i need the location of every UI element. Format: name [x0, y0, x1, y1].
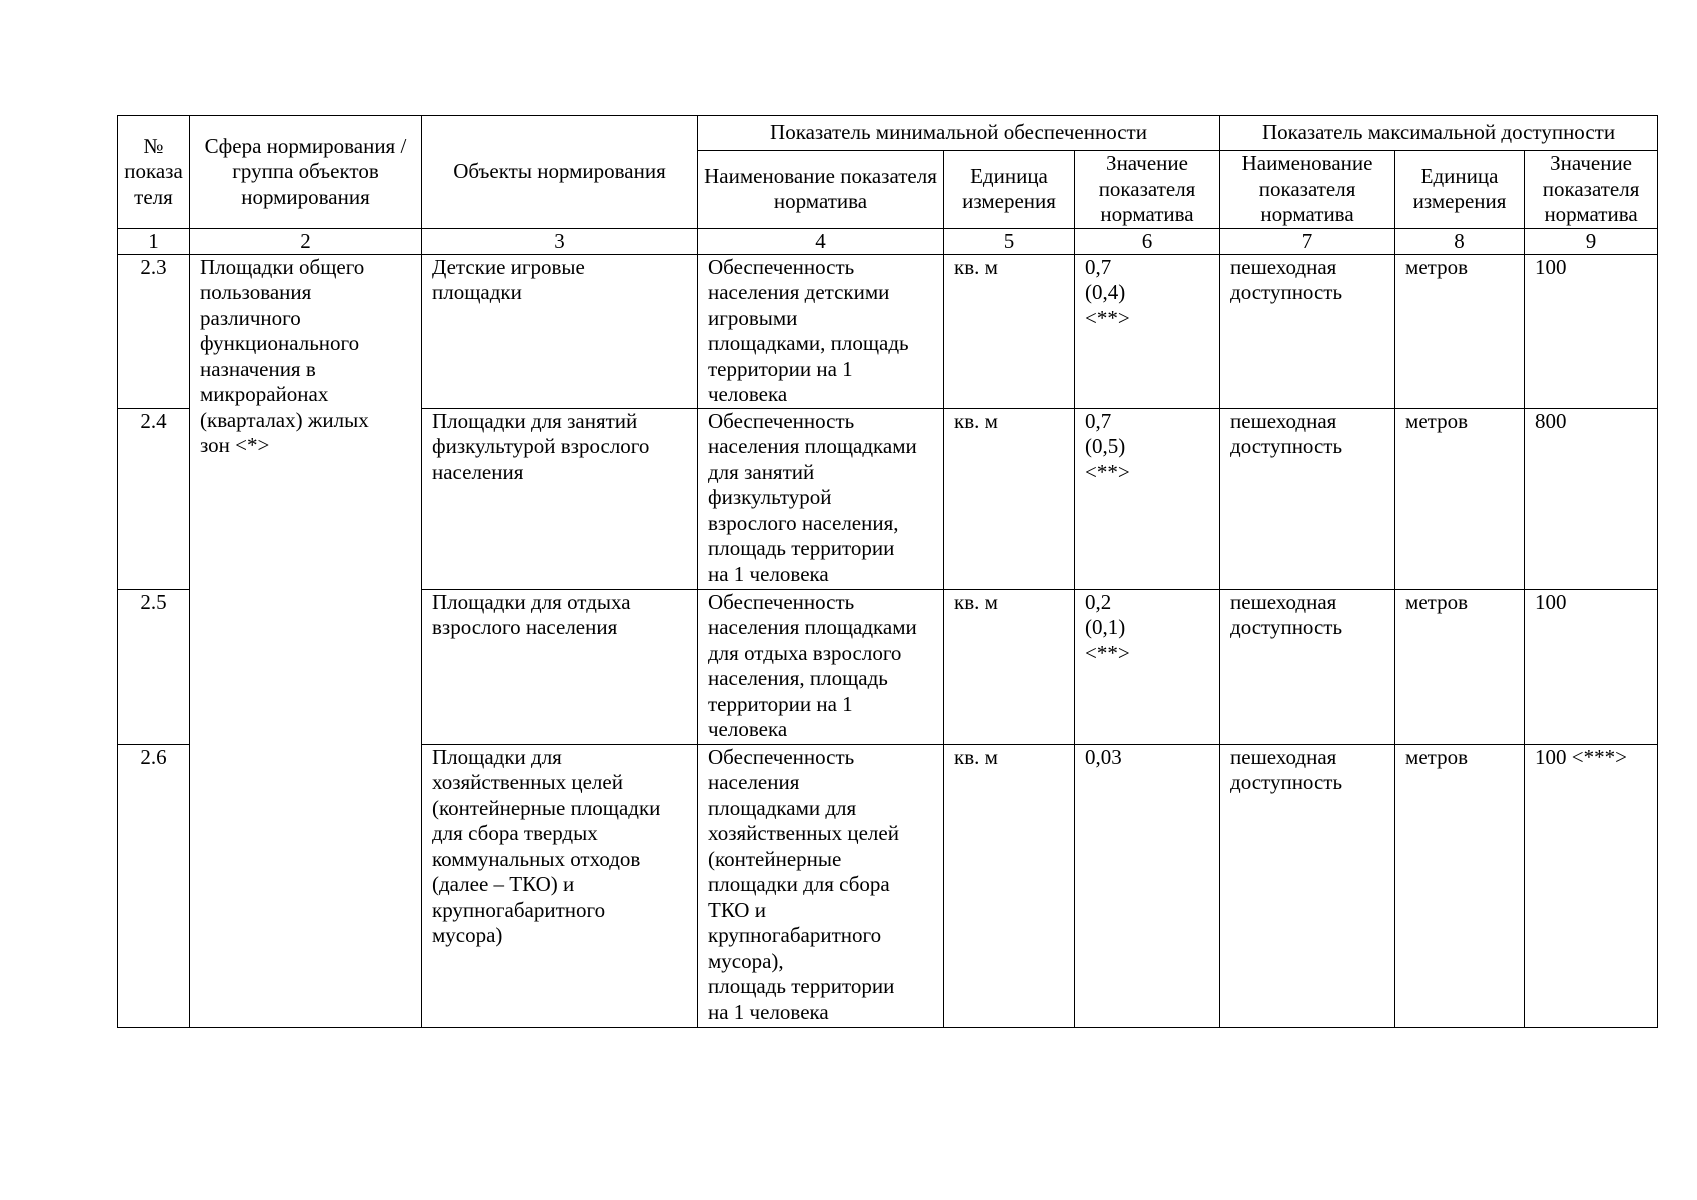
max-name-text: пешеходная доступность [1230, 408, 1343, 458]
object-cell [422, 744, 698, 1027]
min-unit-cell: кв. м [944, 254, 1075, 408]
max-unit-cell: метров [1395, 254, 1525, 408]
object-cell [422, 408, 698, 589]
max-value-cell: 100 <***> [1525, 744, 1658, 1027]
header-min-unit-label: Единица измерения [962, 163, 1056, 214]
max-value-cell: 100 [1525, 254, 1658, 408]
object-cell [422, 589, 698, 744]
min-name-cell [698, 589, 944, 744]
object-text: Площадки для хозяйственных целей (контейнерные площадки для сбора твердых коммунальных отходов (далее – ТКО) и крупногабаритного мусора) [432, 744, 661, 947]
object-cell [422, 254, 698, 408]
header-min-value-label: Значение показателя норматива [1098, 151, 1196, 226]
header-sphere [190, 116, 422, 229]
norms-table [117, 115, 1658, 1028]
column-number: 7 [1220, 228, 1395, 254]
max-name-text: пешеходная доступность [1230, 589, 1343, 639]
header-min-unit [944, 151, 1075, 229]
max-value-cell: 100 [1525, 589, 1658, 744]
header-num [118, 116, 190, 229]
min-value-cell [1075, 589, 1220, 744]
column-number: 2 [190, 228, 422, 254]
sphere-cell [190, 254, 422, 1027]
column-number: 1 [118, 228, 190, 254]
max-name-cell [1220, 744, 1395, 1027]
row-index: 2.3 [118, 254, 190, 408]
header-max-name [1220, 151, 1395, 229]
header-min-name-label: Наименование показателя норматива [704, 163, 937, 214]
header-row-groups [118, 116, 1658, 151]
object-text: Площадки для занятий физкультурой взрослого населения [432, 408, 650, 484]
max-name-text: пешеходная доступность [1230, 254, 1343, 304]
min-name-cell [698, 408, 944, 589]
column-number: 4 [698, 228, 944, 254]
column-number: 6 [1075, 228, 1220, 254]
header-min-value [1075, 151, 1220, 229]
min-value-cell [1075, 254, 1220, 408]
min-name-text: Обеспеченность населения детскими игровыми площадками, площадь территории на 1 человека [708, 254, 909, 406]
min-name-cell [698, 254, 944, 408]
min-unit-cell: кв. м [944, 744, 1075, 1027]
column-number: 3 [422, 228, 698, 254]
header-min-group-label: Показатель минимальной обеспеченности [770, 120, 1147, 145]
max-unit-cell: метров [1395, 408, 1525, 589]
min-value-cell [1075, 744, 1220, 1027]
column-number: 8 [1395, 228, 1525, 254]
header-max-group [1220, 116, 1658, 151]
column-number: 9 [1525, 228, 1658, 254]
header-max-unit [1395, 151, 1525, 229]
header-max-name-label: Наименование показателя норматива [1241, 151, 1373, 226]
min-name-text: Обеспеченность населения площадками для хозяйственных целей (контейнерные площадки для сбора ТКО и крупногабаритного мусора), площадь территории на 1 человека [708, 744, 899, 1024]
max-unit-cell: метров [1395, 744, 1525, 1027]
header-max-group-label: Показатель максимальной доступности [1262, 120, 1616, 145]
max-name-cell [1220, 589, 1395, 744]
min-value-text: 0,7 (0,5) <**> [1085, 408, 1130, 484]
header-sphere-label: Сфера нормирования / группа объектов нормирования [204, 133, 407, 209]
header-num-label: № показа теля [124, 133, 183, 209]
min-value-text: 0,7 (0,4) <**> [1085, 254, 1130, 330]
max-value-cell: 800 [1525, 408, 1658, 589]
min-name-text: Обеспеченность населения площадками для занятий физкультурой взрослого населения, площадь территории на 1 человека [708, 408, 917, 586]
max-name-cell [1220, 254, 1395, 408]
min-name-text: Обеспеченность населения площадками для отдыха взрослого населения, площадь территории на 1 человека [708, 589, 917, 741]
header-min-name [698, 151, 944, 229]
min-unit-cell: кв. м [944, 589, 1075, 744]
table-row [118, 254, 1658, 408]
header-max-value-label: Значение показателя норматива [1542, 151, 1640, 226]
max-unit-cell: метров [1395, 589, 1525, 744]
max-name-text: пешеходная доступность [1230, 744, 1343, 794]
header-max-value [1525, 151, 1658, 229]
min-name-cell [698, 744, 944, 1027]
min-value-cell [1075, 408, 1220, 589]
row-index: 2.6 [118, 744, 190, 1027]
min-unit-cell: кв. м [944, 408, 1075, 589]
header-min-group [698, 116, 1220, 151]
object-text: Площадки для отдыха взрослого населения [432, 589, 631, 639]
min-value-text: 0,03 [1085, 744, 1122, 769]
header-objects [422, 116, 698, 229]
header-objects-label: Объекты нормирования [453, 159, 666, 183]
max-name-cell [1220, 408, 1395, 589]
row-index: 2.4 [118, 408, 190, 589]
column-number-row [118, 228, 1658, 254]
column-number: 5 [944, 228, 1075, 254]
min-value-text: 0,2 (0,1) <**> [1085, 589, 1130, 665]
sphere-text: Площадки общего пользования различного функционального назначения в микрорайонах (кварталах) жилых зон <*> [200, 254, 369, 457]
header-max-unit-label: Единица измерения [1412, 163, 1507, 214]
object-text: Детские игровые площадки [432, 254, 585, 304]
row-index: 2.5 [118, 589, 190, 744]
